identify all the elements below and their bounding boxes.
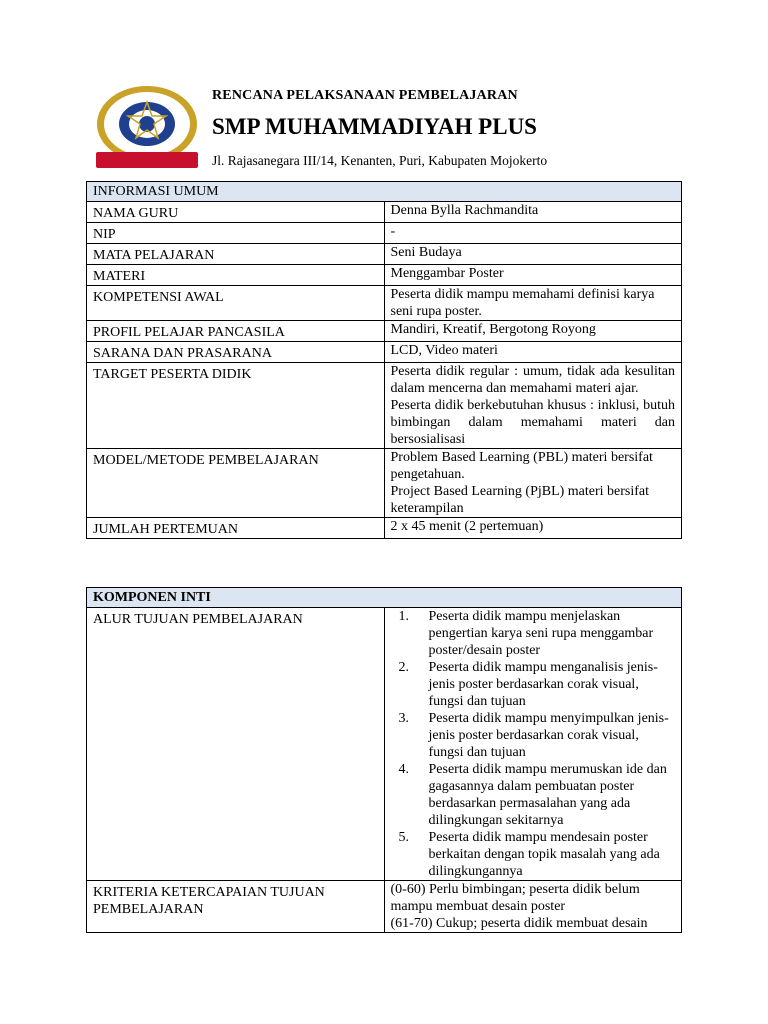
school-name: SMP MUHAMMADIYAH PLUS — [212, 114, 537, 139]
row-label: NIP — [87, 223, 385, 244]
table-row — [87, 518, 682, 539]
kriteria-cukup: (61-70) Cukup; peserta didik membuat desain — [390, 916, 648, 931]
table-row — [87, 881, 682, 933]
list-number: 2. — [398, 660, 409, 675]
komponen-inti-heading: KOMPONEN INTI — [87, 588, 682, 608]
row-value — [384, 449, 682, 518]
target-regular: Peserta didik regular : umum, tidak ada kesulitan dalam mencerna dan memahami materi ajar. — [390, 364, 675, 396]
table-row — [87, 321, 682, 342]
list-number: 1. — [398, 609, 409, 624]
list-item — [398, 659, 676, 710]
row-label: TARGET PESERTA DIDIK — [87, 363, 385, 449]
list-text: Peserta didik mampu menyimpulkan jenis-jenis poster berdasarkan corak visual, fungsi dan tujuan — [428, 711, 669, 760]
table-row — [87, 342, 682, 363]
row-value: Seni Budaya — [384, 244, 682, 265]
row-value: - — [384, 223, 682, 244]
row-value — [384, 363, 682, 449]
school-logo — [92, 84, 202, 170]
list-number: 4. — [398, 762, 409, 777]
list-text: Peserta didik mampu menganalisis jenis-jenis poster berdasarkan corak visual, fungsi dan tujuan — [428, 660, 658, 709]
table-row — [87, 265, 682, 286]
table-row — [87, 286, 682, 321]
row-value: 2 x 45 menit (2 pertemuan) — [384, 518, 682, 539]
list-item — [398, 829, 676, 880]
atp-list — [391, 608, 676, 880]
school-address: Jl. Rajasanegara III/14, Kenanten, Puri, Kabupaten Mojokerto — [212, 153, 548, 168]
list-text: Peserta didik mampu merumuskan ide dan gagasannya dalam pembuatan poster berdasarkan permasalahan yang ada dilingkungan sekitarnya — [428, 762, 667, 828]
row-label: MATA PELAJARAN — [87, 244, 385, 265]
list-item — [398, 761, 676, 829]
kriteria-text — [391, 881, 676, 932]
row-label: KRITERIA KETERCAPAIAN TUJUAN PEMBELAJARAN — [87, 881, 385, 933]
table-row — [87, 363, 682, 449]
info-umum-heading: INFORMASI UMUM — [87, 182, 682, 202]
row-label: ALUR TUJUAN PEMBELAJARAN — [87, 608, 385, 881]
row-value: Mandiri, Kreatif, Bergotong Royong — [384, 321, 682, 342]
row-label: SARANA DAN PRASARANA — [87, 342, 385, 363]
target-khusus: Peserta didik berkebutuhan khusus : inklusi, butuh bimbingan dalam memahami materi dan bersosialisasi — [390, 398, 675, 447]
list-number: 5. — [398, 830, 409, 845]
table-heading-row — [87, 182, 682, 202]
model-pbl: Problem Based Learning (PBL) materi bersifat pengetahuan. — [390, 450, 653, 482]
document-type: RENCANA PELAKSANAAN PEMBELAJARAN — [212, 88, 518, 103]
model-pjbl: Project Based Learning (PjBL) materi bersifat keterampilan — [390, 484, 650, 516]
table-heading-row — [87, 588, 682, 608]
table-row — [87, 223, 682, 244]
table-row — [87, 244, 682, 265]
list-item — [398, 710, 676, 761]
info-umum-table — [86, 181, 682, 539]
row-value: LCD, Video materi — [384, 342, 682, 363]
list-number: 3. — [398, 711, 409, 726]
list-text: Peserta didik mampu mendesain poster berkaitan dengan topik masalah yang ada dilingkungannya — [428, 830, 660, 879]
row-label: NAMA GURU — [87, 202, 385, 223]
komponen-inti-table — [86, 587, 682, 933]
row-label: PROFIL PELAJAR PANCASILA — [87, 321, 385, 342]
row-label: MODEL/METODE PEMBELAJARAN — [87, 449, 385, 518]
list-text: Peserta didik mampu menjelaskan pengertian karya seni rupa menggambar poster/desain poster — [428, 609, 654, 658]
kriteria-perlu-bimbingan: (0-60) Perlu bimbingan; peserta didik belum mampu membuat desain poster — [390, 882, 640, 914]
row-value — [384, 608, 682, 881]
list-item — [398, 608, 676, 659]
row-label: KOMPETENSI AWAL — [87, 286, 385, 321]
row-value: Menggambar Poster — [384, 265, 682, 286]
row-value: Peserta didik mampu memahami definisi karya seni rupa poster. — [384, 286, 682, 321]
row-label: MATERI — [87, 265, 385, 286]
row-value — [384, 881, 682, 933]
table-row — [87, 202, 682, 223]
row-value: Denna Bylla Rachmandita — [384, 202, 682, 223]
table-row — [87, 608, 682, 881]
table-row — [87, 449, 682, 518]
row-label: JUMLAH PERTEMUAN — [87, 518, 385, 539]
